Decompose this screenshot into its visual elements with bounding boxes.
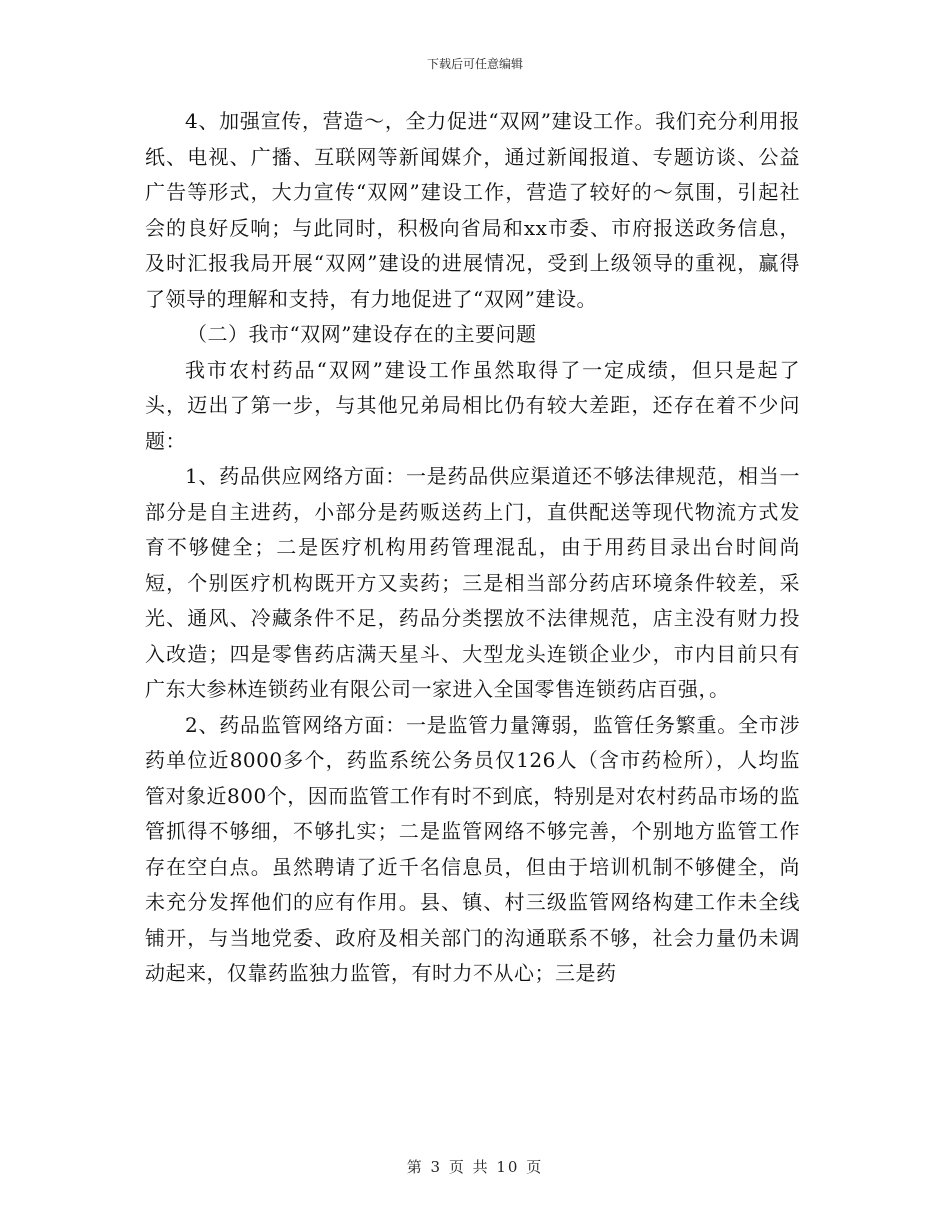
page-number-footer: 第 3 页 共 10 页 (406, 1158, 544, 1176)
header-note: 下载后可任意编辑 (426, 57, 523, 71)
paragraph-supply-network: 1、药品供应网络方面：一是药品供应渠道还不够法律规范，相当一部分是自主进药，小部分是药贩送药上门，直供配送等现代物流方式发育不够健全；二是医疗机构用药管理混乱，由于用药目录出台时间尚短，个别医疗机构既开方又卖药；三是相当部分药店环境条件较差，采光、通风、冷藏条件不足，药品分类摆放不法律规范，店主没有财力投入改造；四是零售药店满天星斗、大型龙头连锁企业少，市内目前只有广东大参林连锁药业有限公司一家进入全国零售连锁药店百强，。 (145, 464, 800, 701)
paragraph-publicity: 4、加强宣传，营造～，全力促进“双网”建设工作。我们充分利用报纸、电视、广播、互联网等新闻媒介，通过新闻报道、专题访谈、公益广告等形式，大力宣传“双网”建设工作，营造了较好的～氛围，引起社会的良好反响；与此同时，积极向省局和xx市委、市府报送政务信息，及时汇报我局开展“双网”建设的进展情况，受到上级领导的重视，赢得了领导的理解和支持，有力地促进了“双网”建设。 (145, 109, 800, 311)
section-heading-problems: （二）我市“双网”建设存在的主要问题 (187, 322, 537, 346)
paragraph-intro-problems: 我市农村药品“双网”建设工作虽然取得了一定成绩，但只是起了头，迈出了第一步，与其他兄弟局相比仍有较大差距，还存在着不少问题： (145, 357, 800, 453)
paragraph-supervision-network: 2、药品监管网络方面：一是监管力量簿弱，监管任务繁重。全市涉药单位近8000多个，药监系统公务员仅126人（含市药检所），人均监管对象近800个，因而监管工作有时不到底，特别是对农村药品市场的监管抓得不够细，不够扎实；二是监管网络不够完善，个别地方监管工作存在空白点。虽然聘请了近千名信息员，但由于培训机制不够健全，尚未充分发挥他们的应有作用。县、镇、村三级监管网络构建工作未全线铺开，与当地党委、政府及相关部门的沟通联系不够，社会力量仍未调动起来，仅靠药监独力监管，有时力不从心；三是药 (145, 712, 800, 985)
document-body (145, 104, 800, 992)
